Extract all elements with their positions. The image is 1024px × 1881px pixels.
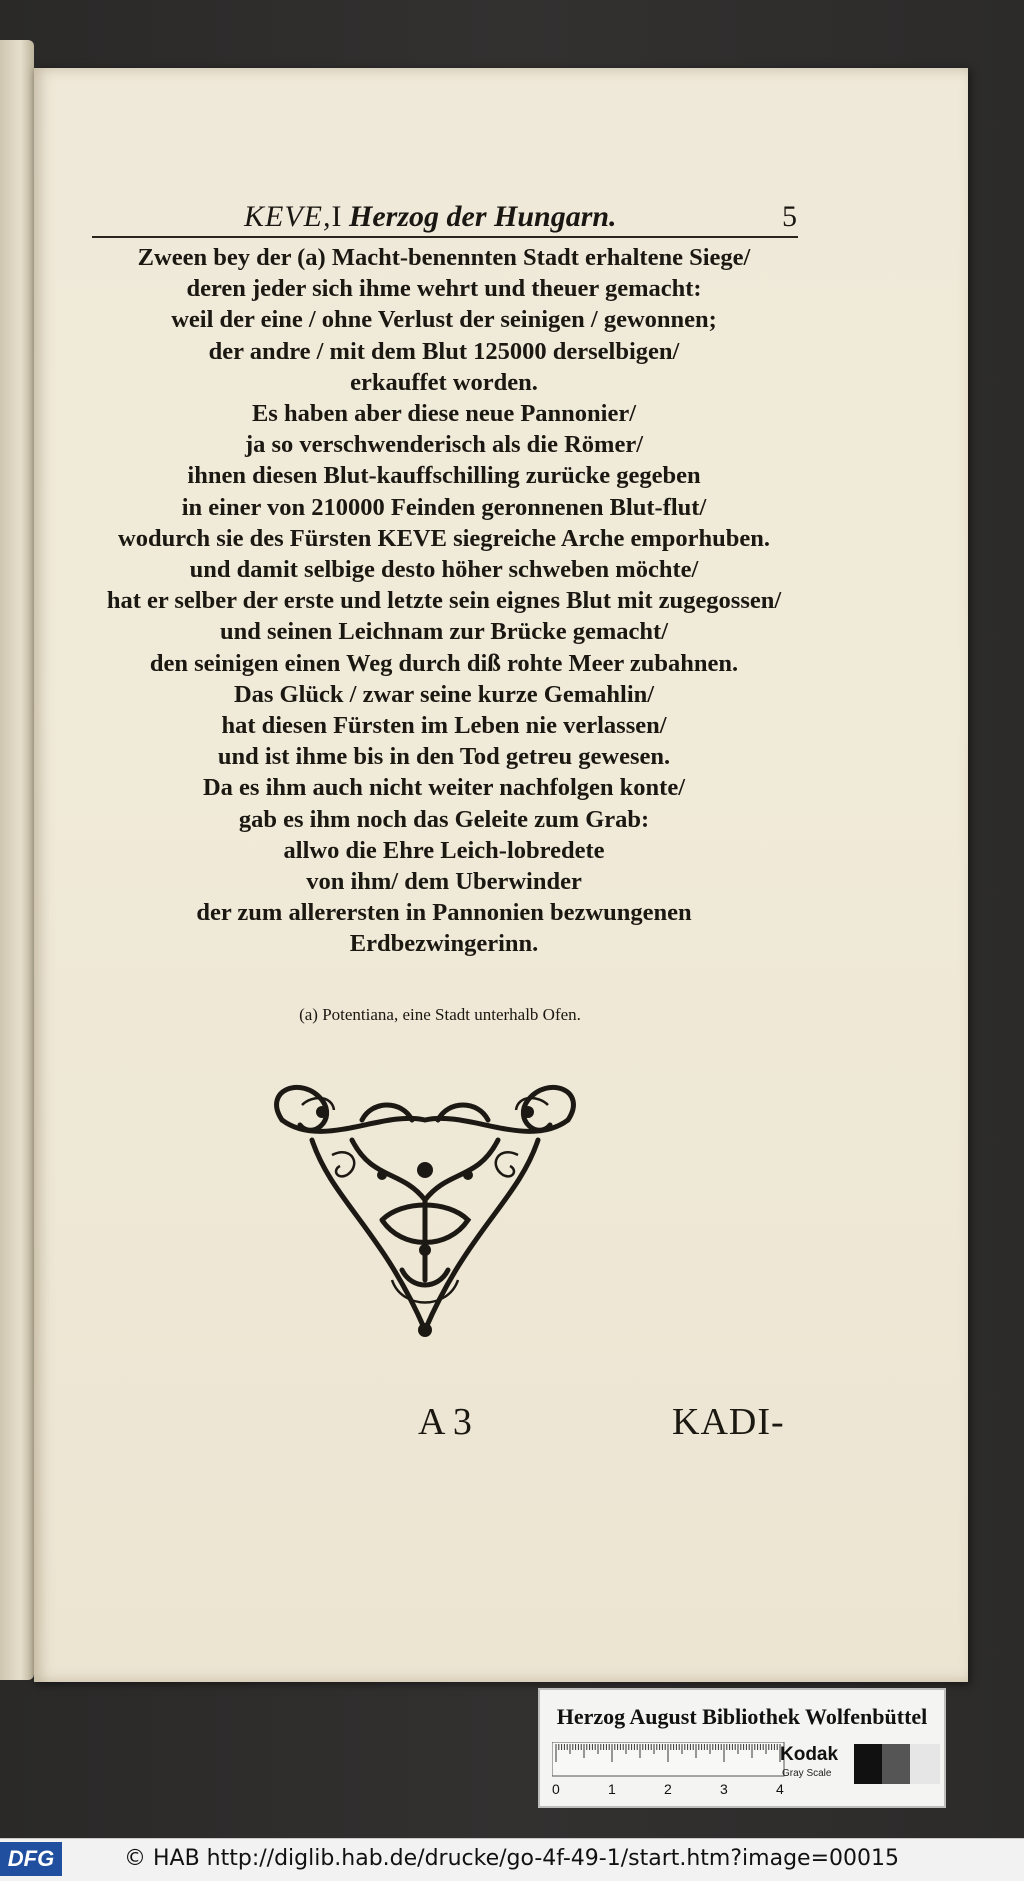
ruler-number: 0: [552, 1781, 560, 1797]
ruler: [552, 1742, 788, 1798]
text-line: und damit selbige desto höher schweben möchte/: [189, 556, 699, 584]
page-header: [210, 200, 810, 240]
text-line: der andre / mit dem Blut 125000 derselbigen/: [208, 337, 680, 365]
running-title-rest: Herzog der Hungarn.: [349, 200, 617, 233]
gray-scale-patches: [854, 1744, 940, 1784]
text-line: allwo die Ehre Leich-lobredete: [283, 836, 605, 864]
text-line: Das Glück / zwar seine kurze Gemahlin/: [233, 680, 655, 708]
ruler-number: 3: [720, 1781, 728, 1797]
text-line: wodurch sie des Fürsten KEVE siegreiche Arche emporhuben.: [118, 524, 770, 552]
text-line: Zween bey der (a) Macht-benennten Stadt erhaltene Siege/: [137, 244, 751, 271]
ornament-tailpiece: [262, 1080, 588, 1346]
dfg-logo: DFG: [0, 1842, 62, 1876]
footnote: (a) Potentiana, eine Stadt unterhalb Ofen.: [299, 1005, 581, 1024]
text-line: und seinen Leichnam zur Brücke gemacht/: [219, 618, 669, 646]
text-line: erkauffet worden.: [350, 368, 538, 396]
text-line: und ist ihme bis in den Tod getreu gewesen.: [217, 743, 671, 771]
text-line: der zum allerersten in Pannonien bezwungenen: [196, 899, 692, 927]
header-rule: [92, 236, 798, 238]
text-line: Erdbezwingerinn.: [349, 930, 539, 958]
text-line: ja so verschwenderisch als die Römer/: [244, 431, 644, 459]
card-title: Herzog August Bibliothek Wolfenbüttel: [556, 1704, 928, 1729]
text-line: weil der eine / ohne Verlust der seinigen / gewonnen;: [171, 306, 717, 334]
running-title-numeral: I: [331, 200, 342, 233]
text-line: in einer von 210000 Feinden geronnenen Blut-flut/: [181, 493, 707, 521]
body-text: [84, 242, 804, 960]
ruler-number: 4: [776, 1781, 784, 1797]
text-line: hat diesen Fürsten im Leben nie verlassen/: [221, 712, 667, 740]
text-line: von ihm/ dem Uberwinder: [306, 868, 582, 896]
running-title: [244, 200, 617, 234]
text-line: ihnen diesen Blut-kauffschilling zurücke gegeben: [187, 462, 701, 490]
page-number: 5: [782, 200, 797, 233]
text-line: hat er selber der erste und letzte sein eignes Blut mit zugegossen/: [106, 587, 782, 615]
text-line: gab es ihm noch das Geleite zum Grab:: [238, 805, 650, 833]
gray-scale-label: Gray Scale: [782, 1768, 832, 1779]
kodak-brand: Kodak: [780, 1744, 839, 1765]
running-title-name: KEVE,: [244, 200, 332, 233]
facing-page-edge: [0, 40, 34, 1680]
text-line: Es haben aber diese neue Pannonier/: [251, 400, 637, 428]
color-calibration-card: [538, 1688, 946, 1808]
ruler-number: 2: [664, 1781, 672, 1797]
catchword: KADI-: [672, 1401, 785, 1443]
text-line: Da es ihm auch nicht weiter nachfolgen konte/: [202, 774, 686, 802]
text-line: deren jeder sich ihme wehrt und theuer gemacht:: [186, 275, 702, 303]
citation-link[interactable]: © HAB http://diglib.hab.de/drucke/go-4f-49-1/start.htm?image=00015: [124, 1846, 899, 1871]
text-line: den seinigen einen Weg durch diß rohte Meer zubahnen.: [149, 649, 739, 677]
ruler-number: 1: [608, 1781, 616, 1797]
signature-mark: A 3: [418, 1401, 472, 1443]
